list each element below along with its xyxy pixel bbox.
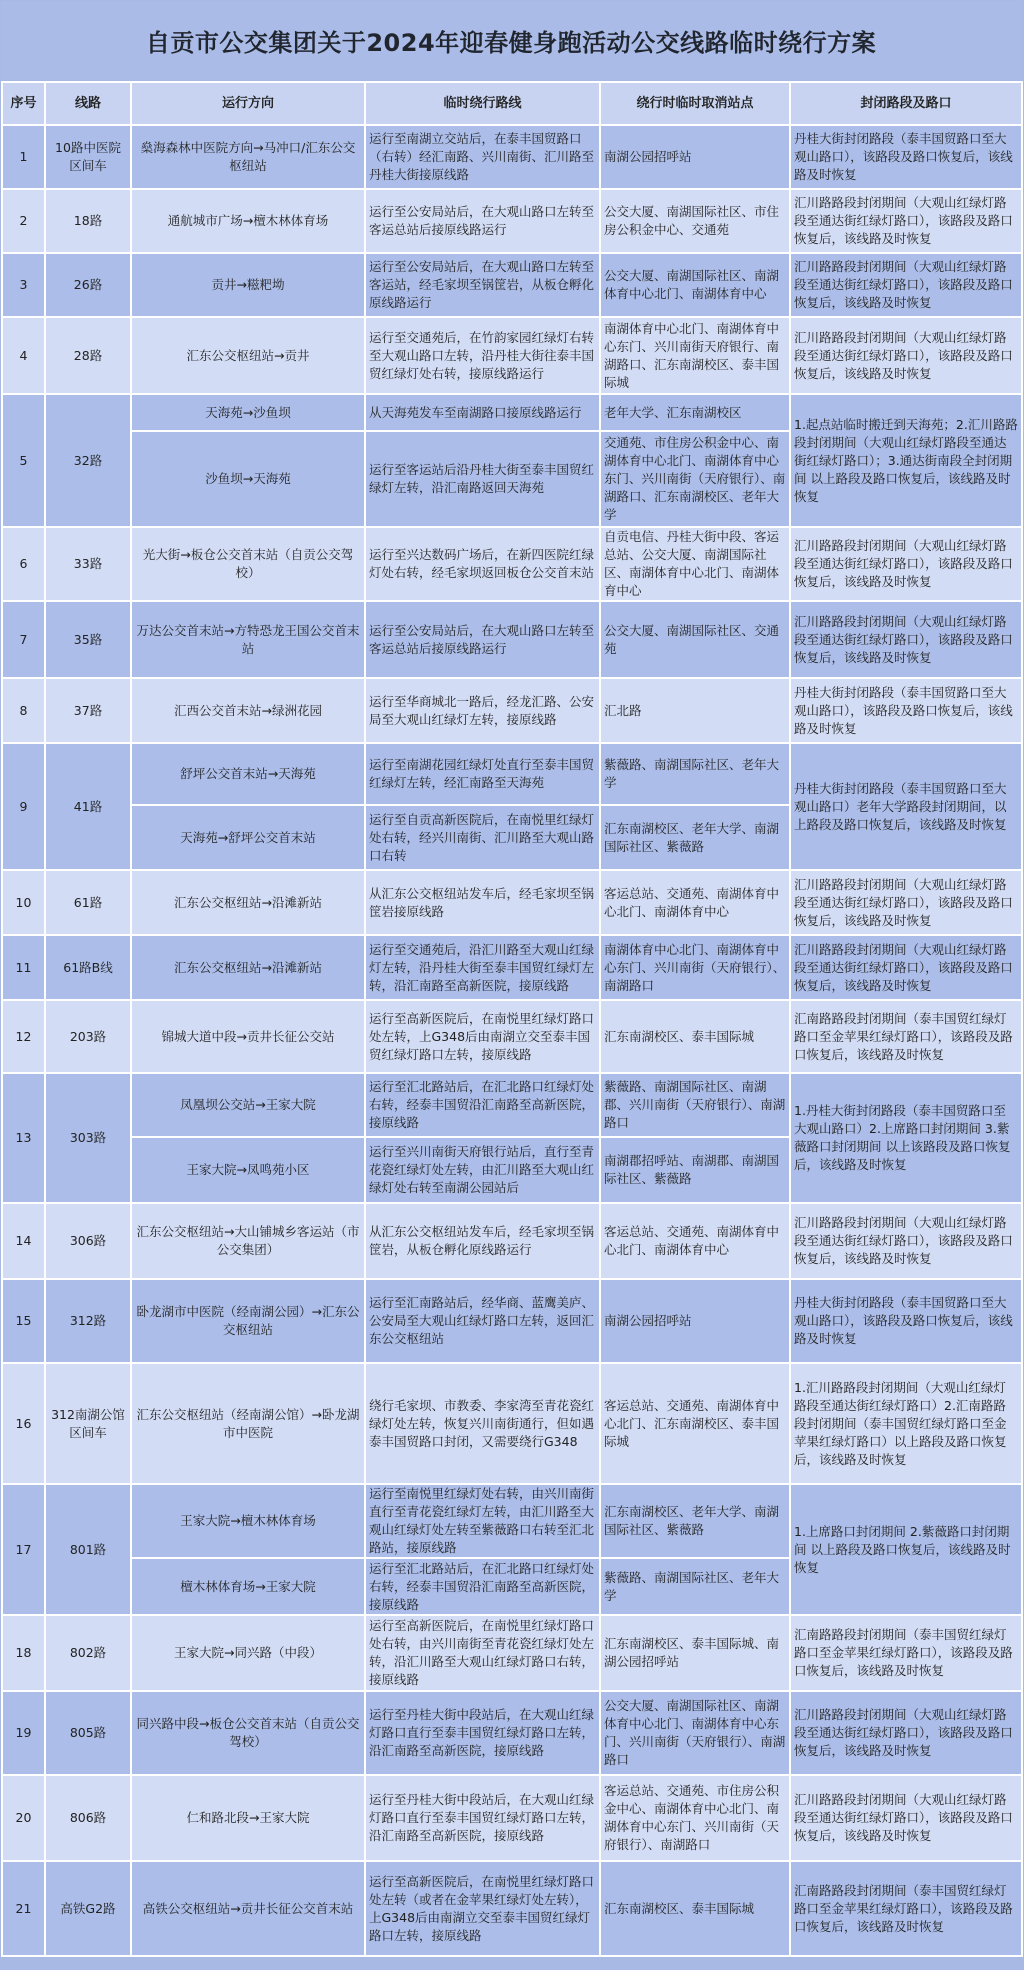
- run-direction: 锦城大道中段→贡井长征公交站: [131, 1000, 365, 1073]
- run-direction: 凤凰坝公交站→王家大院: [131, 1073, 365, 1137]
- document-title: 自贡市公交集团关于2024年迎春健身跑活动公交线路临时绕行方案: [1, 1, 1021, 80]
- table-row: [2, 1363, 1022, 1484]
- detour-route: 运行至南湖立交站后，在泰丰国贸路口（右转）经汇南路、兴川南街、汇川路至丹桂大街接原线路: [365, 125, 600, 189]
- cancelled-stops: 汇北路: [600, 678, 790, 743]
- detour-route: 运行至汇南路站后，经华商、蓝鹰美庐、公安局至大观山红绿灯路口左转，返回汇东公交枢纽站: [365, 1279, 600, 1363]
- table-row: [2, 394, 1022, 431]
- route-line: 32路: [45, 394, 131, 527]
- row-number: 11: [2, 935, 45, 1000]
- closure-info: 汇川路路段封闭期间（大观山红绿灯路段至通达街红绿灯路口），该路段及路口恢复后，该线路及时恢复: [790, 253, 1022, 317]
- run-direction: 汇东公交枢纽站→沿滩新站: [131, 870, 365, 935]
- cancelled-stops: 公交大厦、南湖国际社区、南湖体育中心北门、南湖体育中心: [600, 253, 790, 317]
- detour-route: 运行至自贡高新医院后，在南悦里红绿灯处右转，经兴川南街、汇川路至大观山路口右转: [365, 805, 600, 870]
- detour-route: 从天海苑发车至南湖路口接原线路运行: [365, 394, 600, 431]
- run-direction: 沙鱼坝→天海苑: [131, 431, 365, 527]
- header-line: 线路: [45, 82, 131, 125]
- row-number: 1: [2, 125, 45, 189]
- run-direction: 同兴路中段→板仓公交首末站（自贡公交驾校）: [131, 1691, 365, 1775]
- closure-info: 汇川路路段封闭期间（大观山红绿灯路段至通达街红绿灯路口），该路段及路口恢复后，该线路及时恢复: [790, 189, 1022, 253]
- route-line: 35路: [45, 601, 131, 678]
- closure-info: 汇川路路段封闭期间（大观山红绿灯路段至通达街红绿灯路口），该路段及路口恢复后，该线路及时恢复: [790, 317, 1022, 394]
- row-number: 17: [2, 1484, 45, 1615]
- cancelled-stops: 汇东南湖校区、泰丰国际城: [600, 1861, 790, 1956]
- detour-route: 运行至丹桂大街中段站后，在大观山红绿灯路口直行至泰丰国贸红绿灯路口左转，沿汇南路至高新医院，接原线路: [365, 1691, 600, 1775]
- row-number: 18: [2, 1615, 45, 1691]
- cancelled-stops: 汇东南湖校区、老年大学、南湖国际社区、紫薇路: [600, 1484, 790, 1558]
- route-line: 61路: [45, 870, 131, 935]
- table-row: [2, 253, 1022, 317]
- table-row: [2, 601, 1022, 678]
- run-direction: 汇东公交枢纽站→沿滩新站: [131, 935, 365, 1000]
- run-direction: 舒坪公交首末站→天海苑: [131, 743, 365, 805]
- row-number: 5: [2, 394, 45, 527]
- cancelled-stops: 客运总站、交通苑、市住房公积金中心、南湖体育中心北门、南湖体育中心东门、兴川南街（天府银行）、南湖路口: [600, 1775, 790, 1861]
- detour-route: 运行至交通苑后，在竹韵家园红绿灯右转至大观山路口左转，沿丹桂大街往泰丰国贸红绿灯处右转，接原线路运行: [365, 317, 600, 394]
- table-row: [2, 1073, 1022, 1137]
- cancelled-stops: 南湖体育中心北门、南湖体育中心东门、兴川南街天府银行、南湖路口、汇东南湖校区、泰丰国际城: [600, 317, 790, 394]
- header-detour-route: 临时绕行路线: [365, 82, 600, 125]
- table-row: [2, 870, 1022, 935]
- closure-info: 汇川路路段封闭期间（大观山红绿灯路段至通达街红绿灯路口），该路段及路口恢复后，该线路及时恢复: [790, 1775, 1022, 1861]
- route-line: 41路: [45, 743, 131, 870]
- detour-route: 运行至兴达数码广场后，在新四医院红绿灯处右转，经毛家坝返回板仓公交首末站: [365, 527, 600, 601]
- route-line: 61路B线: [45, 935, 131, 1000]
- table-row: [2, 1691, 1022, 1775]
- run-direction: 光大街→板仓公交首末站（自贡公交驾校）: [131, 527, 365, 601]
- run-direction: 檀木林体育场→王家大院: [131, 1558, 365, 1615]
- row-number: 20: [2, 1775, 45, 1861]
- route-line: 303路: [45, 1073, 131, 1203]
- table-row: [2, 189, 1022, 253]
- run-direction: 通航城市广场→檀木林体育场: [131, 189, 365, 253]
- run-direction: 燊海森林中医院方向→马冲口/汇东公交枢纽站: [131, 125, 365, 189]
- detour-route: 运行至兴川南街天府银行站后，直行至青花瓷红绿灯处左转，由汇川路至大观山红绿灯处右转至南湖公园站后: [365, 1137, 600, 1203]
- row-number: 14: [2, 1203, 45, 1279]
- detour-route: 运行至汇北路站后，在汇北路口红绿灯处右转，经泰丰国贸沿汇南路至高新医院，接原线路: [365, 1558, 600, 1615]
- detour-route: 运行至公安局站后，在大观山路口左转至客运总站后接原线路运行: [365, 601, 600, 678]
- detour-route: 运行至高新医院后，在南悦里红绿灯路口处右转，由兴川南街至青花瓷红绿灯处左转，沿汇川路至大观山红绿灯路口右转，接原线路: [365, 1615, 600, 1691]
- row-number: 15: [2, 1279, 45, 1363]
- table-row: [2, 1484, 1022, 1558]
- reroute-table: [1, 81, 1023, 1957]
- route-line: 18路: [45, 189, 131, 253]
- table-row: [2, 1279, 1022, 1363]
- run-direction: 王家大院→檀木林体育场: [131, 1484, 365, 1558]
- row-number: 10: [2, 870, 45, 935]
- cancelled-stops: 公交大厦、南湖国际社区、南湖体育中心北门、南湖体育中心东门、兴川南街（天府银行）、南湖路口: [600, 1691, 790, 1775]
- run-direction: 仁和路北段→王家大院: [131, 1775, 365, 1861]
- closure-info: 汇川路路段封闭期间（大观山红绿灯路段至通达街红绿灯路口），该路段及路口恢复后，该线路及时恢复: [790, 1203, 1022, 1279]
- table-body: [2, 125, 1022, 1956]
- detour-route: 运行至客运站后沿丹桂大街至泰丰国贸红绿灯左转，沿汇南路返回天海苑: [365, 431, 600, 527]
- closure-info: 1.起点站临时搬迁到天海苑；2.汇川路路段封闭期间（大观山红绿灯路段至通达街红绿灯路口）；3.通达街南段全封闭期间 以上路段及路口恢复后，该线路及时恢复: [790, 394, 1022, 527]
- closure-info: 1.丹桂大街封闭路段（泰丰国贸路口至大观山路口）2.上席路口封闭期间 3.紫薇路口封闭期间 以上该路段及路口恢复后，该线路及时恢复: [790, 1073, 1022, 1203]
- table-row: [2, 1861, 1022, 1956]
- route-line: 312南湖公馆区间车: [45, 1363, 131, 1484]
- closure-info: 汇川路路段封闭期间（大观山红绿灯路段至通达街红绿灯路口），该路段及路口恢复后，该线路及时恢复: [790, 1691, 1022, 1775]
- detour-route: 绕行毛家坝、市教委、李家湾至青花瓷红绿灯处左转，恢复兴川南街通行，但如遇泰丰国贸路口封闭，又需要绕行G348: [365, 1363, 600, 1484]
- header-closure: 封闭路段及路口: [790, 82, 1022, 125]
- route-line: 306路: [45, 1203, 131, 1279]
- closure-info: 丹桂大街封闭路段（泰丰国贸路口至大观山路口），该路段及路口恢复后，该线路及时恢复: [790, 1279, 1022, 1363]
- closure-info: 丹桂大街封闭路段（泰丰国贸路口至大观山路口），该路段及路口恢复后，该线路及时恢复: [790, 125, 1022, 189]
- route-line: 806路: [45, 1775, 131, 1861]
- detour-route: 运行至南湖花园红绿灯处直行至泰丰国贸红绿灯左转，经汇南路至天海苑: [365, 743, 600, 805]
- route-line: 801路: [45, 1484, 131, 1615]
- run-direction: 汇东公交枢纽站→大山铺城乡客运站（市公交集团）: [131, 1203, 365, 1279]
- cancelled-stops: 紫薇路、南湖国际社区、老年大学: [600, 1558, 790, 1615]
- detour-route: 运行至交通苑后，沿汇川路至大观山红绿灯左转，沿丹桂大街至泰丰国贸红绿灯左转，沿汇南路至高新医院，接原线路: [365, 935, 600, 1000]
- closure-info: 汇川路路段封闭期间（大观山红绿灯路段至通达街红绿灯路口），该路段及路口恢复后，该线路及时恢复: [790, 601, 1022, 678]
- cancelled-stops: 紫薇路、南湖国际社区、老年大学: [600, 743, 790, 805]
- row-number: 16: [2, 1363, 45, 1484]
- cancelled-stops: 汇东南湖校区、泰丰国际城、南湖公园招呼站: [600, 1615, 790, 1691]
- closure-info: 汇南路路段封闭期间（泰丰国贸红绿灯路口至金苹果红绿灯路口），该路段及路口恢复后，该线路及时恢复: [790, 1000, 1022, 1073]
- closure-info: 汇川路路段封闭期间（大观山红绿灯路段至通达街红绿灯路口），该路段及路口恢复后，该线路及时恢复: [790, 870, 1022, 935]
- run-direction: 天海苑→舒坪公交首末站: [131, 805, 365, 870]
- closure-info: 汇南路路段封闭期间（泰丰国贸红绿灯路口至金苹果红绿灯路口），该路段及路口恢复后，该线路及时恢复: [790, 1615, 1022, 1691]
- cancelled-stops: 汇东南湖校区、泰丰国际城: [600, 1000, 790, 1073]
- detour-route: 运行至公安局站后，在大观山路口左转至客运站，经毛家坝至锅筐岩，从板仓孵化原线路运行: [365, 253, 600, 317]
- cancelled-stops: 南湖公园招呼站: [600, 1279, 790, 1363]
- detour-route: 从汇东公交枢纽站发车后，经毛家坝至锅筐岩，从板仓孵化原线路运行: [365, 1203, 600, 1279]
- route-line: 312路: [45, 1279, 131, 1363]
- table-row: [2, 1203, 1022, 1279]
- header-cancelled-stops: 绕行时临时取消站点: [600, 82, 790, 125]
- closure-info: 丹桂大街封闭路段（泰丰国贸路口至大观山路口），该路段及路口恢复后，该线路及时恢复: [790, 678, 1022, 743]
- row-number: 6: [2, 527, 45, 601]
- closure-info: 1.汇川路路段封闭期间（大观山红绿灯路段至通达街红绿灯路口）2.汇南路路段封闭期间（泰丰国贸红绿灯路口至金苹果红绿灯路口）以上路段及路口恢复后，该线路及时恢复: [790, 1363, 1022, 1484]
- cancelled-stops: 汇东南湖校区、老年大学、南湖国际社区、紫薇路: [600, 805, 790, 870]
- route-line: 37路: [45, 678, 131, 743]
- closure-info: 汇南路路段封闭期间（泰丰国贸红绿灯路口至金苹果红绿灯路口），该路段及路口恢复后，该线路及时恢复: [790, 1861, 1022, 1956]
- header-direction: 运行方向: [131, 82, 365, 125]
- route-line: 高铁G2路: [45, 1861, 131, 1956]
- row-number: 2: [2, 189, 45, 253]
- run-direction: 汇西公交首末站→绿洲花园: [131, 678, 365, 743]
- cancelled-stops: 交通苑、市住房公积金中心、南湖体育中心北门、南湖体育中心东门、兴川南街（天府银行）、南湖路口、汇东南湖校区、老年大学: [600, 431, 790, 527]
- row-number: 19: [2, 1691, 45, 1775]
- cancelled-stops: 客运总站、交通苑、南湖体育中心北门、南湖体育中心: [600, 1203, 790, 1279]
- table-row: [2, 743, 1022, 805]
- detour-route: 运行至高新医院后，在南悦里红绿灯路口处左转，上G348后由南湖立交至泰丰国贸红绿灯路口左转，接原线路: [365, 1000, 600, 1073]
- run-direction: 万达公交首末站→方特恐龙王国公交首末站: [131, 601, 365, 678]
- row-number: 21: [2, 1861, 45, 1956]
- header-no: 序号: [2, 82, 45, 125]
- detour-route: 运行至公安局站后，在大观山路口左转至客运总站后接原线路运行: [365, 189, 600, 253]
- cancelled-stops: 南湖体育中心北门、南湖体育中心东门、兴川南街（天府银行）、南湖路口: [600, 935, 790, 1000]
- row-number: 8: [2, 678, 45, 743]
- closure-info: 汇川路路段封闭期间（大观山红绿灯路段至通达街红绿灯路口），该路段及路口恢复后，该线路及时恢复: [790, 527, 1022, 601]
- row-number: 7: [2, 601, 45, 678]
- table-row: [2, 527, 1022, 601]
- cancelled-stops: 公交大厦、南湖国际社区、市住房公积金中心、交通苑: [600, 189, 790, 253]
- run-direction: 王家大院→同兴路（中段）: [131, 1615, 365, 1691]
- closure-info: 1.上席路口封闭期间 2.紫薇路口封闭期间 以上路段及路口恢复后，该线路及时恢复: [790, 1484, 1022, 1615]
- route-line: 28路: [45, 317, 131, 394]
- row-number: 12: [2, 1000, 45, 1073]
- cancelled-stops: 公交大厦、南湖国际社区、交通苑: [600, 601, 790, 678]
- table-row: [2, 125, 1022, 189]
- cancelled-stops: 自贡电信、丹桂大街中段、客运总站、公交大厦、南湖国际社区、南湖体育中心北门、南湖体育中心: [600, 527, 790, 601]
- header-row: [2, 82, 1022, 125]
- route-line: 26路: [45, 253, 131, 317]
- row-number: 3: [2, 253, 45, 317]
- table-row: [2, 1615, 1022, 1691]
- run-direction: 天海苑→沙鱼坝: [131, 394, 365, 431]
- detour-route: 运行至高新医院后，在南悦里红绿灯路口处左转（或者在金苹果红绿灯处左转），上G348后由南湖立交至泰丰国贸红绿灯路口左转，接原线路: [365, 1861, 600, 1956]
- row-number: 4: [2, 317, 45, 394]
- table-row: [2, 1000, 1022, 1073]
- cancelled-stops: 紫薇路、南湖国际社区、南湖郡、兴川南街（天府银行）、南湖路口: [600, 1073, 790, 1137]
- row-number: 13: [2, 1073, 45, 1203]
- run-direction: 汇东公交枢纽站→贡井: [131, 317, 365, 394]
- route-line: 805路: [45, 1691, 131, 1775]
- run-direction: 高铁公交枢纽站→贡井长征公交首末站: [131, 1861, 365, 1956]
- run-direction: 卧龙湖市中医院（经南湖公园）→汇东公交枢纽站: [131, 1279, 365, 1363]
- cancelled-stops: 客运总站、交通苑、南湖体育中心北门、汇东南湖校区、泰丰国际城: [600, 1363, 790, 1484]
- table-row: [2, 678, 1022, 743]
- route-line: 203路: [45, 1000, 131, 1073]
- run-direction: 贡井→糍粑坳: [131, 253, 365, 317]
- detour-route: 运行至汇北路站后，在汇北路口红绿灯处右转，经泰丰国贸沿汇南路至高新医院，接原线路: [365, 1073, 600, 1137]
- detour-route: 运行至丹桂大街中段站后，在大观山红绿灯路口直行至泰丰国贸红绿灯路口左转，沿汇南路至高新医院，接原线路: [365, 1775, 600, 1861]
- cancelled-stops: 老年大学、汇东南湖校区: [600, 394, 790, 431]
- detour-route: 运行至华商城北一路后，经龙汇路、公安局至大观山红绿灯左转，接原线路: [365, 678, 600, 743]
- table-row: [2, 1775, 1022, 1861]
- row-number: 9: [2, 743, 45, 870]
- detour-route: 运行至南悦里红绿灯处右转，由兴川南街直行至青花瓷红绿灯左转，由汇川路至大观山红绿灯处左转至紫薇路口右转至汇北路站，接原线路: [365, 1484, 600, 1558]
- route-line: 802路: [45, 1615, 131, 1691]
- route-line: 33路: [45, 527, 131, 601]
- table-row: [2, 935, 1022, 1000]
- route-line: 10路中医院区间车: [45, 125, 131, 189]
- run-direction: 汇东公交枢纽站（经南湖公馆）→卧龙湖市中医院: [131, 1363, 365, 1484]
- closure-info: 汇川路路段封闭期间（大观山红绿灯路段至通达街红绿灯路口），该路段及路口恢复后，该线路及时恢复: [790, 935, 1022, 1000]
- cancelled-stops: 南湖郡招呼站、南湖郡、南湖国际社区、紫薇路: [600, 1137, 790, 1203]
- table-row: [2, 317, 1022, 394]
- cancelled-stops: 客运总站、交通苑、南湖体育中心北门、南湖体育中心: [600, 870, 790, 935]
- detour-route: 从汇东公交枢纽站发车后，经毛家坝至锅筐岩接原线路: [365, 870, 600, 935]
- run-direction: 王家大院→凤鸣苑小区: [131, 1137, 365, 1203]
- cancelled-stops: 南湖公园招呼站: [600, 125, 790, 189]
- closure-info: 丹桂大街封闭路段（泰丰国贸路口至大观山路口）老年大学路段封闭期间，以上路段及路口恢复后，该线路及时恢复: [790, 743, 1022, 870]
